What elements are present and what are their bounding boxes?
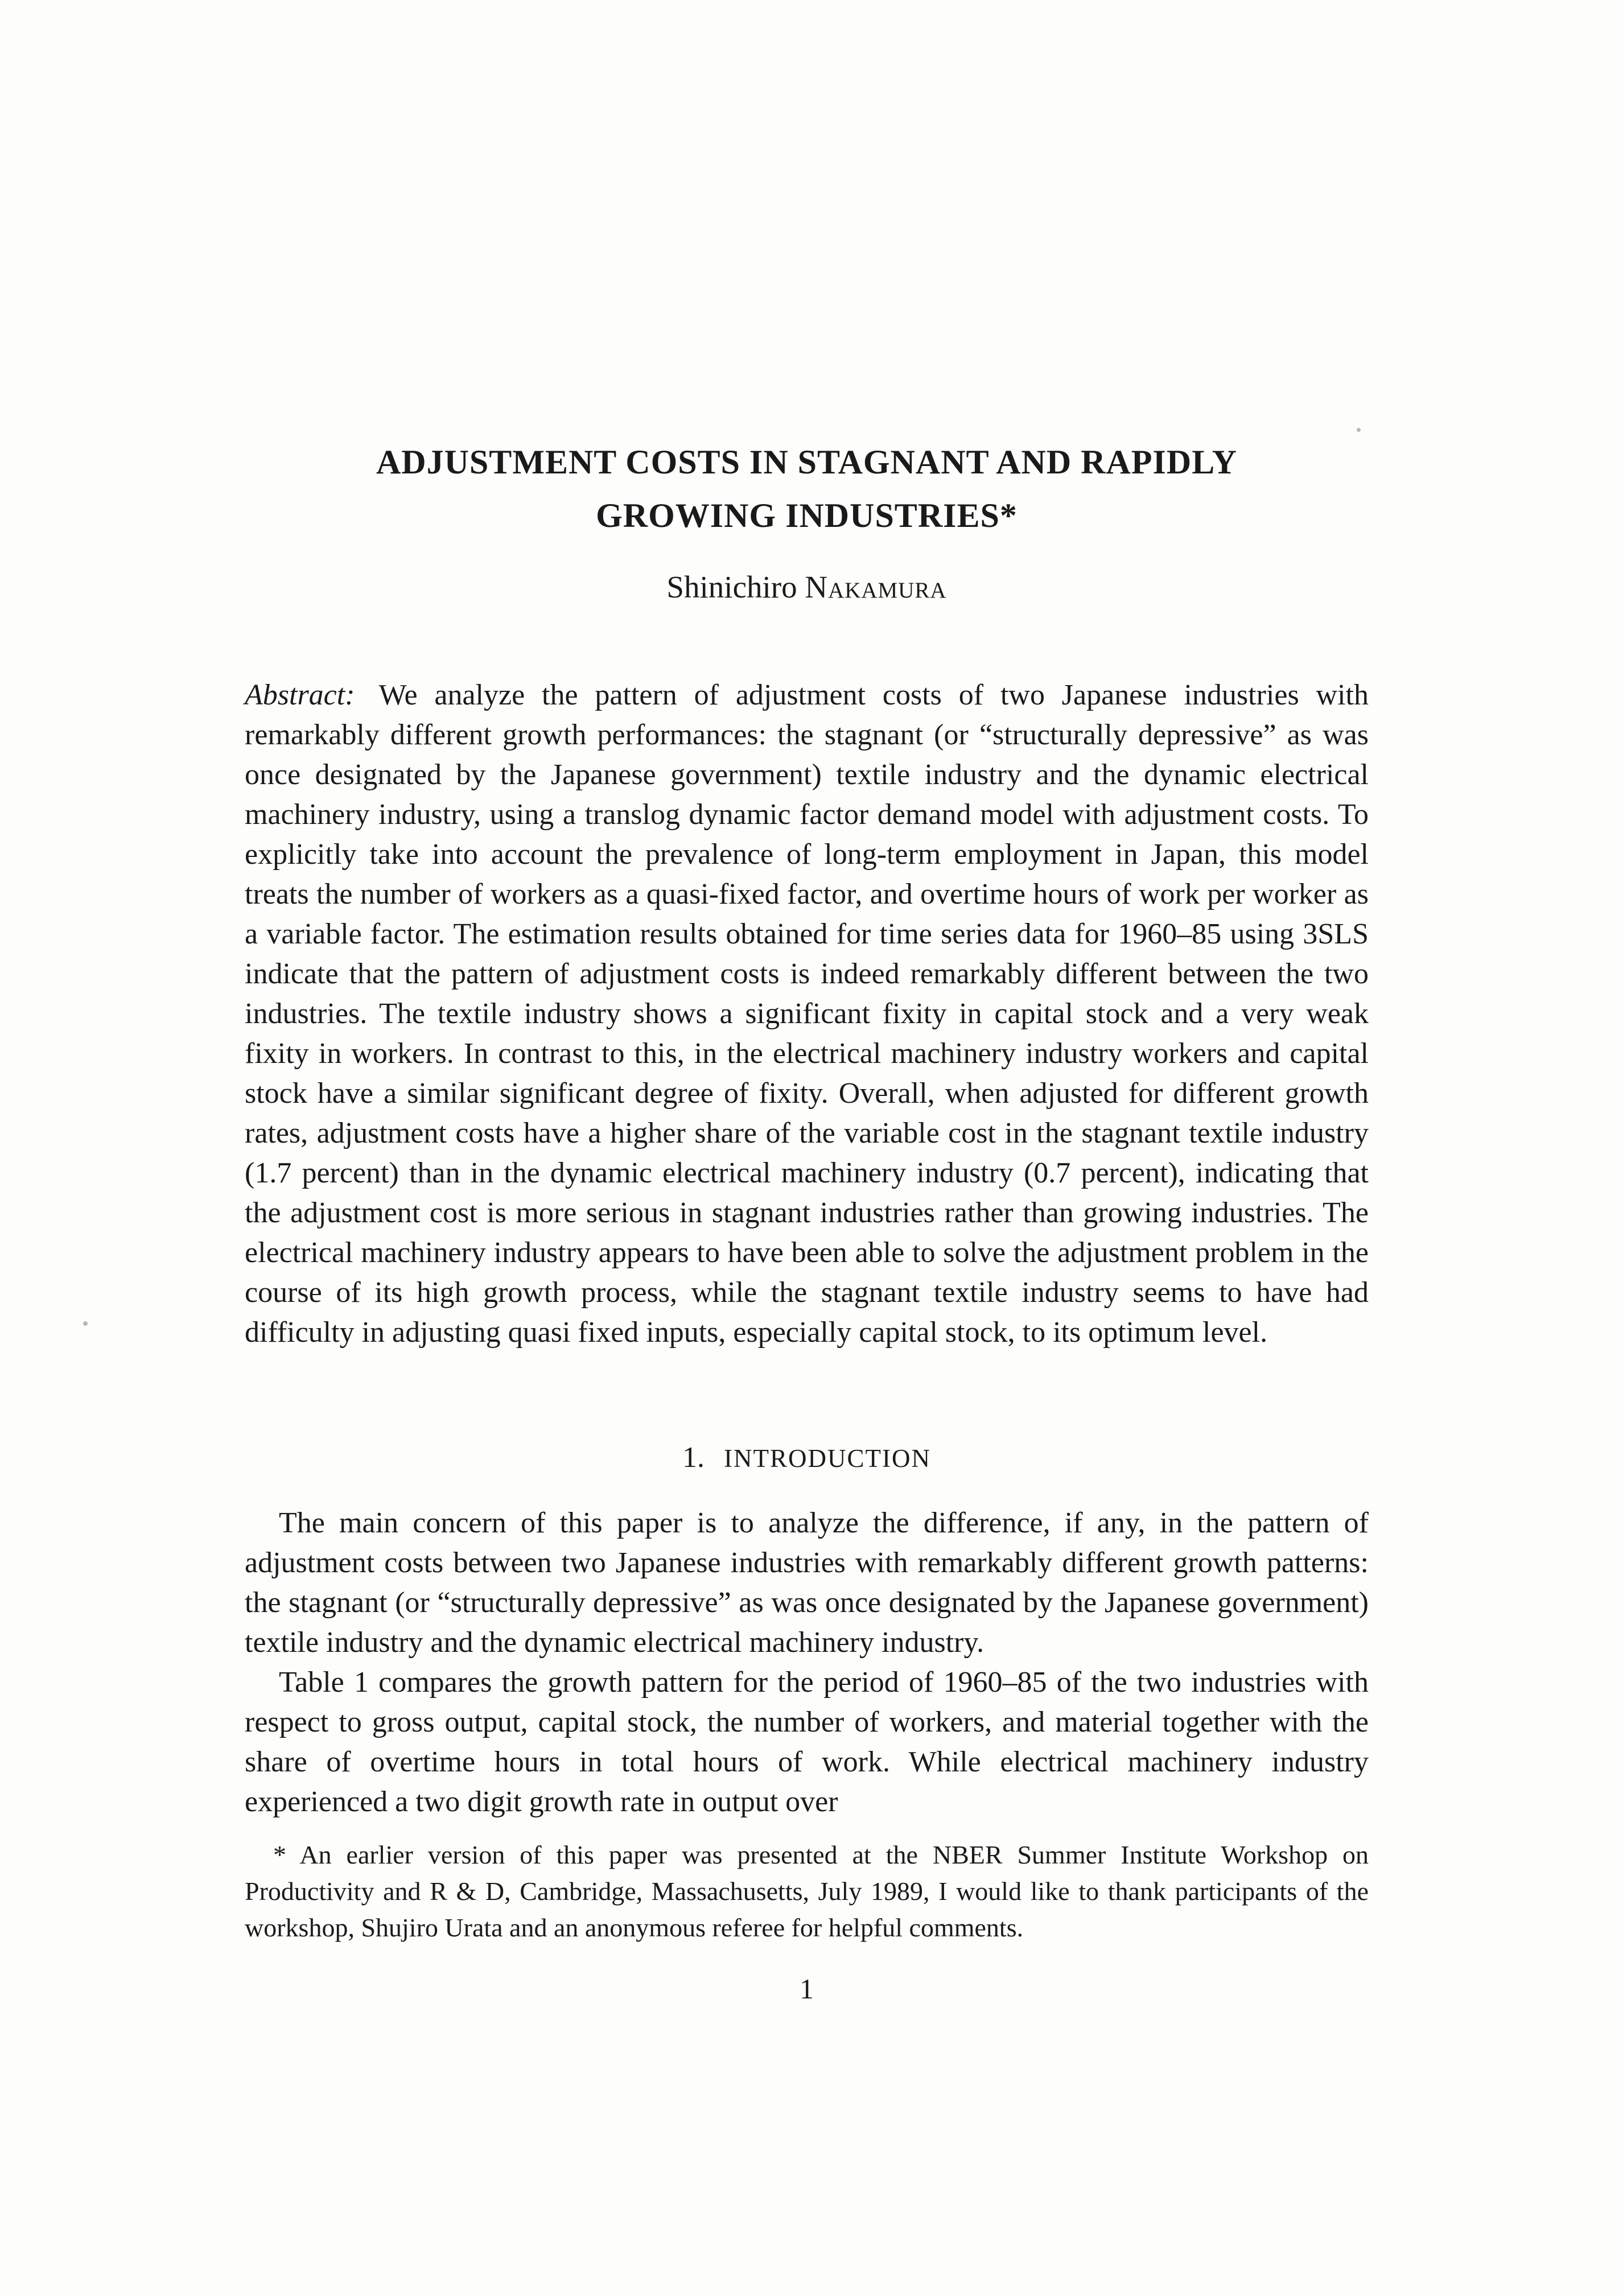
intro-paragraph-2: Table 1 compares the growth pattern for the period of 1960–85 of the two industries with respect to gross output, capital stock, the number of workers, and material together with the share of overtime hours in total hours of work. While electrical machinery industry experienced a two digit growth rate in output over (245, 1666, 1369, 1818)
author-given-name: Shinichiro (666, 570, 797, 604)
abstract-paragraph (245, 675, 1369, 1353)
intro-paragraph-1: The main concern of this paper is to analyze the difference, if any, in the pattern of adjustment costs between two Japanese industries with remarkably different growth patterns: the stagnant (or “structurally depressive” as was once designated by the Japanese government) textile industry and the dynamic electrical machinery industry. (245, 1507, 1369, 1659)
section-heading-introduction (245, 1438, 1369, 1478)
author-name (245, 568, 1369, 606)
scan-speck (83, 1321, 88, 1326)
footnote: * An earlier version of this paper was presented at the NBER Summer Institute Workshop on Productivity and R & D, Cambridge, Massachusetts, July 1989, I would like to thank participants of the workshop, Shujiro Urata and an anonymous referee for helpful comments. (245, 1840, 1369, 1942)
section-number: 1. (682, 1441, 705, 1474)
title-line-2: GROWING INDUSTRIES* (596, 497, 1018, 534)
section-title: INTRODUCTION (724, 1444, 931, 1473)
page-number: 1 (800, 1973, 814, 2005)
page-content (245, 0, 1369, 2005)
paper-title (245, 435, 1369, 542)
abstract-label: Abstract: (245, 679, 355, 711)
abstract-text: We analyze the pattern of adjustment costs of two Japanese industries with remarkably different growth performances: the stagnant (or “structurally depressive” as was once designated by the Japanese government) textile industry and the dynamic electrical machinery industry, using a translog dynamic factor demand model with adjustment costs. To explicitly take into account the prevalence of long-term employment in Japan, this model treats the number of workers as a quasi-fixed factor, and overtime hours of work per worker as a variable factor. The estimation results obtained for time series data for 1960–85 using 3SLS indicate that the pattern of adjustment costs is indeed remarkably different between the two industries. The textile industry shows a significant fixity in capital stock and a very weak fixity in workers. In contrast to this, in the electrical machinery industry workers and capital stock have a similar significant degree of fixity. Overall, when adjusted for different growth rates, adjustment costs have a higher share of the variable cost in the stagnant textile industry (1.7 percent) than in the dynamic electrical machinery industry (0.7 percent), indicating that the adjustment cost is more serious in stagnant industries rather than growing industries. The electrical machinery industry appears to have been able to solve the adjustment problem in the course of its high growth process, while the stagnant textile industry seems to have had difficulty in adjusting quasi fixed inputs, especially capital stock, to its optimum level. (245, 679, 1369, 1349)
title-line-1: ADJUSTMENT COSTS IN STAGNANT AND RAPIDLY (376, 443, 1238, 481)
author-family-name: Nakamura (805, 570, 947, 604)
